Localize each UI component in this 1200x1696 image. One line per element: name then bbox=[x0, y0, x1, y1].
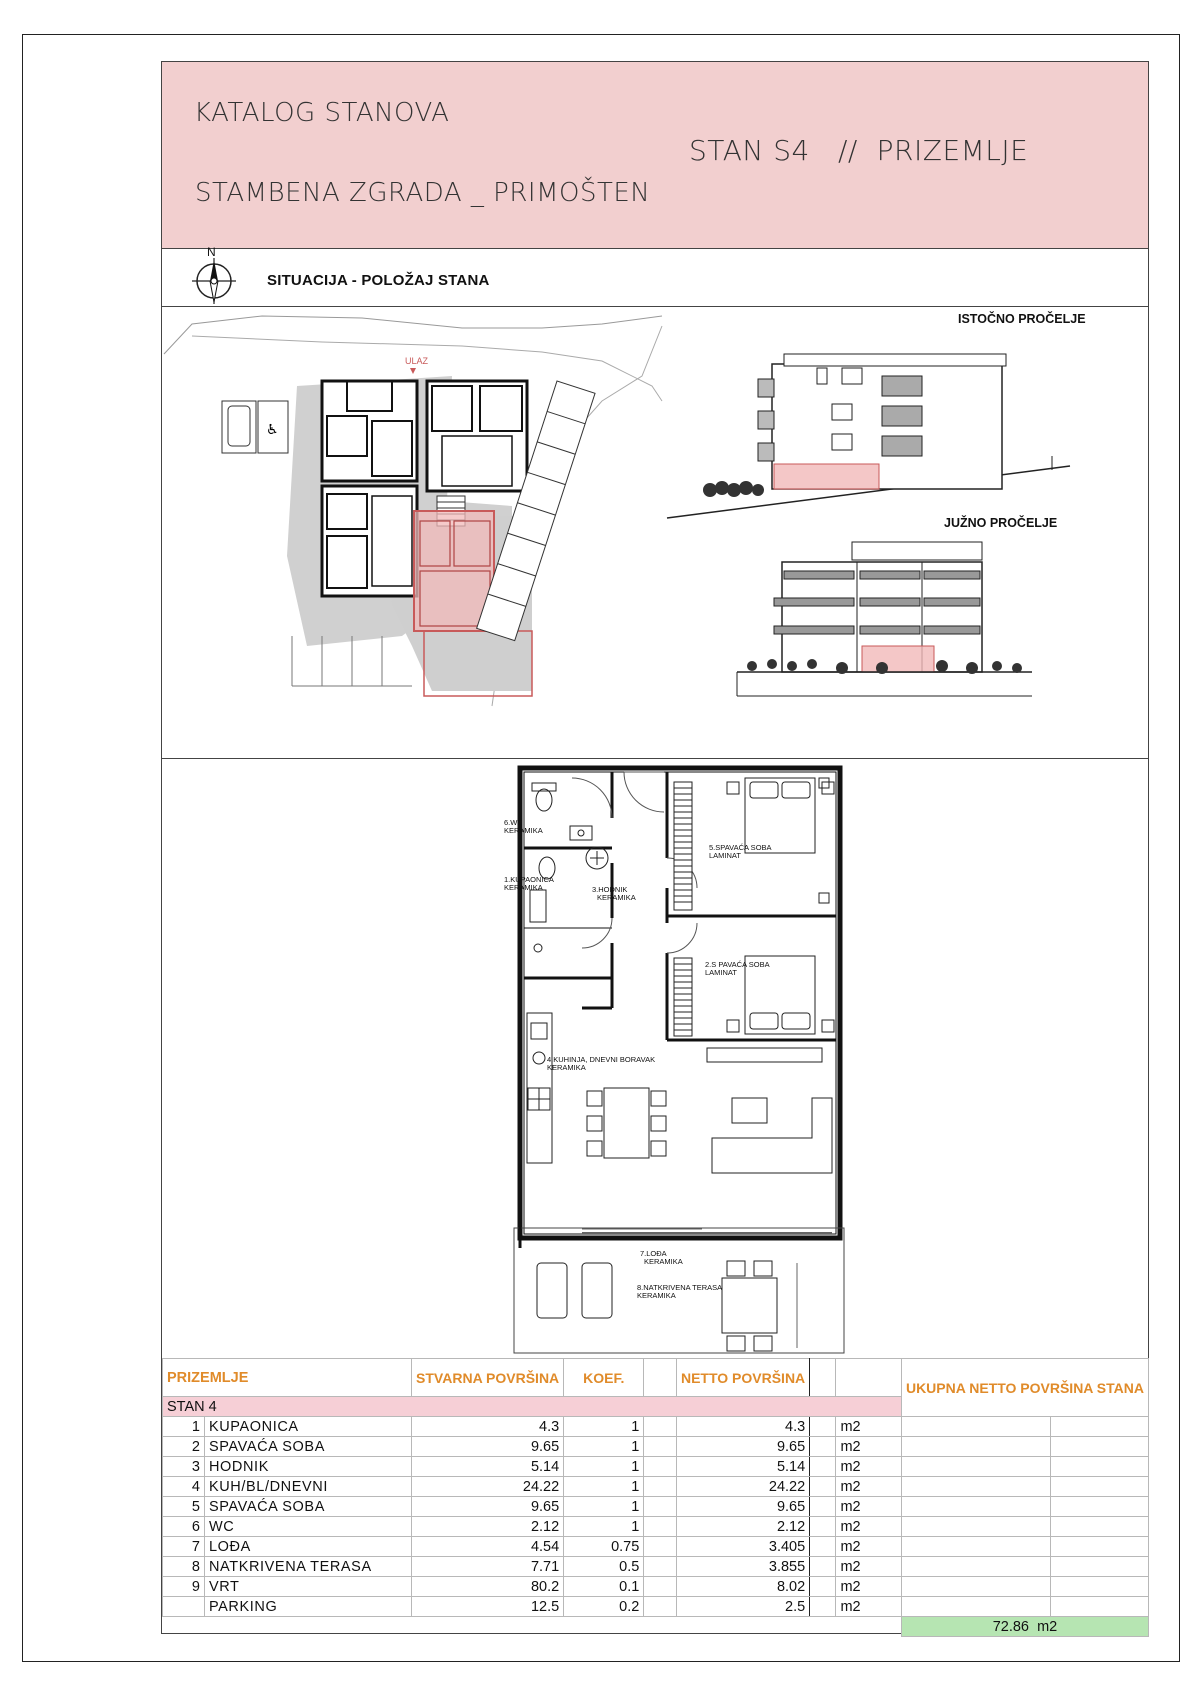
coefficient: 1 bbox=[564, 1437, 644, 1457]
unit: m2 bbox=[836, 1417, 902, 1437]
spacer bbox=[644, 1577, 677, 1597]
room-label-loggia: 7.LOĐA KERAMIKA bbox=[640, 1249, 683, 1266]
row-number: 3 bbox=[163, 1457, 205, 1477]
area-table bbox=[162, 1358, 1149, 1637]
entrance-label: ULAZ bbox=[405, 356, 429, 366]
room-name: HODNIK bbox=[204, 1457, 411, 1477]
net-area: 24.22 bbox=[676, 1477, 809, 1497]
unit: m2 bbox=[836, 1597, 902, 1617]
unit-title: STAN S4 // PRIZEMLJE bbox=[689, 134, 1029, 167]
unit: m2 bbox=[836, 1457, 902, 1477]
unit: m2 bbox=[836, 1437, 902, 1457]
table-row bbox=[163, 1537, 1149, 1557]
spacer bbox=[644, 1497, 677, 1517]
room-name: KUPAONICA bbox=[204, 1417, 411, 1437]
situation-row bbox=[162, 245, 1148, 307]
row-number: 6 bbox=[163, 1517, 205, 1537]
south-elevation-label: JUŽNO PROČELJE bbox=[944, 516, 1058, 530]
table-row bbox=[163, 1497, 1149, 1517]
spacer bbox=[644, 1437, 677, 1457]
total-cell bbox=[901, 1597, 1050, 1617]
table-row bbox=[163, 1577, 1149, 1597]
room-label-wc: 6.WC KERAMIKA bbox=[504, 818, 543, 835]
room-label-bathroom: 1.KUPAONICA KERAMIKA bbox=[504, 875, 554, 892]
spacer bbox=[810, 1457, 836, 1477]
room-name: NATKRIVENA TERASA bbox=[204, 1557, 411, 1577]
east-elevation-label: ISTOČNO PROČELJE bbox=[958, 312, 1086, 326]
unit: m2 bbox=[836, 1517, 902, 1537]
room-label-bedroom-2: 2.S PAVAĆA SOBA LAMINAT bbox=[705, 960, 770, 977]
actual-area: 4.3 bbox=[412, 1417, 564, 1437]
room-label-kitchen-living: 4.KUHINJA, DNEVNI BORAVAK KERAMIKA bbox=[547, 1055, 656, 1072]
net-area: 3.855 bbox=[676, 1557, 809, 1577]
room-name: WC bbox=[204, 1517, 411, 1537]
row-number: 7 bbox=[163, 1537, 205, 1557]
spacer bbox=[810, 1437, 836, 1457]
room-label-bedroom-5: 5.SPAVAĆA SOBA LAMINAT bbox=[709, 843, 772, 860]
total-cell bbox=[1051, 1477, 1149, 1497]
total-cell bbox=[1051, 1597, 1149, 1617]
row-number: 8 bbox=[163, 1557, 205, 1577]
coefficient: 1 bbox=[564, 1457, 644, 1477]
total-cell bbox=[901, 1457, 1050, 1477]
total-cell bbox=[901, 1557, 1050, 1577]
unit: m2 bbox=[836, 1537, 902, 1557]
coefficient: 0.5 bbox=[564, 1557, 644, 1577]
actual-area: 2.12 bbox=[412, 1517, 564, 1537]
coefficient: 1 bbox=[564, 1477, 644, 1497]
spacer bbox=[644, 1477, 677, 1497]
total-cell bbox=[1051, 1537, 1149, 1557]
coefficient: 0.1 bbox=[564, 1577, 644, 1597]
total-cell bbox=[1051, 1437, 1149, 1457]
net-area: 2.12 bbox=[676, 1517, 809, 1537]
total-cell bbox=[901, 1437, 1050, 1457]
room-label-covered-terrace: 8.NATKRIVENA TERASA KERAMIKA bbox=[637, 1283, 723, 1300]
net-area: 8.02 bbox=[676, 1577, 809, 1597]
table-row bbox=[163, 1437, 1149, 1457]
total-cell bbox=[901, 1477, 1050, 1497]
row-number: 5 bbox=[163, 1497, 205, 1517]
compass-icon bbox=[188, 250, 248, 308]
col-header-coef: KOEF. bbox=[564, 1359, 644, 1397]
room-name: LOĐA bbox=[204, 1537, 411, 1557]
spacer bbox=[810, 1537, 836, 1557]
actual-area: 9.65 bbox=[412, 1437, 564, 1457]
building-title: STAMBENA ZGRADA _ PRIMOŠTEN bbox=[195, 178, 651, 208]
spacer bbox=[644, 1537, 677, 1557]
table-row bbox=[163, 1597, 1149, 1617]
coefficient: 1 bbox=[564, 1517, 644, 1537]
room-name: VRT bbox=[204, 1577, 411, 1597]
coefficient: 1 bbox=[564, 1417, 644, 1437]
header-band bbox=[162, 62, 1148, 249]
spacer bbox=[810, 1597, 836, 1617]
spacer bbox=[810, 1557, 836, 1577]
coefficient: 0.2 bbox=[564, 1597, 644, 1617]
actual-area: 9.65 bbox=[412, 1497, 564, 1517]
total-cell bbox=[1051, 1517, 1149, 1537]
catalog-sheet bbox=[161, 61, 1149, 1634]
total-cell bbox=[901, 1577, 1050, 1597]
table-row bbox=[163, 1557, 1149, 1577]
total-cell bbox=[901, 1517, 1050, 1537]
spacer bbox=[810, 1517, 836, 1537]
room-name: KUH/BL/DNEVNI bbox=[204, 1477, 411, 1497]
table-row bbox=[163, 1517, 1149, 1537]
spacer bbox=[644, 1557, 677, 1577]
table-row bbox=[163, 1477, 1149, 1497]
actual-area: 7.71 bbox=[412, 1557, 564, 1577]
actual-area: 4.54 bbox=[412, 1537, 564, 1557]
spacer bbox=[644, 1597, 677, 1617]
row-number bbox=[163, 1597, 205, 1617]
col-header-total: UKUPNA NETTO POVRŠINA STANA bbox=[901, 1359, 1148, 1417]
spacer bbox=[644, 1457, 677, 1477]
svg-text:♿: ♿ bbox=[266, 422, 279, 438]
actual-area: 24.22 bbox=[412, 1477, 564, 1497]
room-name: PARKING bbox=[204, 1597, 411, 1617]
row-number: 2 bbox=[163, 1437, 205, 1457]
total-cell bbox=[1051, 1417, 1149, 1437]
floor-label: PRIZEMLJE bbox=[163, 1359, 412, 1397]
spacer bbox=[644, 1417, 677, 1437]
net-area: 3.405 bbox=[676, 1537, 809, 1557]
spacer bbox=[644, 1517, 677, 1537]
unit: m2 bbox=[836, 1477, 902, 1497]
coefficient: 1 bbox=[564, 1497, 644, 1517]
site-plan-drawing bbox=[162, 306, 1148, 758]
actual-area: 12.5 bbox=[412, 1597, 564, 1617]
coefficient: 0.75 bbox=[564, 1537, 644, 1557]
unit: m2 bbox=[836, 1557, 902, 1577]
site-plan-section bbox=[162, 306, 1148, 759]
row-number: 9 bbox=[163, 1577, 205, 1597]
total-cell bbox=[1051, 1497, 1149, 1517]
compass-north-label: N bbox=[207, 245, 216, 259]
floor-plan-section bbox=[162, 758, 1148, 1358]
situation-label: SITUACIJA - POLOŽAJ STANA bbox=[267, 272, 490, 289]
total-cell bbox=[901, 1497, 1050, 1517]
spacer bbox=[810, 1497, 836, 1517]
total-cell bbox=[901, 1417, 1050, 1437]
actual-area: 5.14 bbox=[412, 1457, 564, 1477]
col-header-actual-area: STVARNA POVRŠINA bbox=[412, 1359, 564, 1397]
table-row bbox=[163, 1417, 1149, 1437]
row-number: 1 bbox=[163, 1417, 205, 1437]
spacer bbox=[810, 1417, 836, 1437]
row-number: 4 bbox=[163, 1477, 205, 1497]
room-name: SPAVAĆA SOBA bbox=[204, 1437, 411, 1457]
total-net-area: 72.86 m2 bbox=[901, 1617, 1148, 1637]
unit-label: STAN 4 bbox=[163, 1397, 902, 1417]
net-area: 9.65 bbox=[676, 1437, 809, 1457]
total-cell bbox=[1051, 1457, 1149, 1477]
actual-area: 80.2 bbox=[412, 1577, 564, 1597]
total-cell bbox=[901, 1537, 1050, 1557]
table-row bbox=[163, 1457, 1149, 1477]
net-area: 2.5 bbox=[676, 1597, 809, 1617]
room-label-hallway: 3.HODNIK KERAMIKA bbox=[592, 885, 636, 902]
unit: m2 bbox=[836, 1577, 902, 1597]
net-area: 4.3 bbox=[676, 1417, 809, 1437]
spacer bbox=[810, 1577, 836, 1597]
catalog-title: KATALOG STANOVA bbox=[194, 98, 450, 128]
total-cell bbox=[1051, 1577, 1149, 1597]
col-header-net-area: NETTO POVRŠINA bbox=[676, 1359, 809, 1397]
unit: m2 bbox=[836, 1497, 902, 1517]
total-cell bbox=[1051, 1557, 1149, 1577]
room-name: SPAVAĆA SOBA bbox=[204, 1497, 411, 1517]
spacer bbox=[810, 1477, 836, 1497]
net-area: 5.14 bbox=[676, 1457, 809, 1477]
net-area: 9.65 bbox=[676, 1497, 809, 1517]
